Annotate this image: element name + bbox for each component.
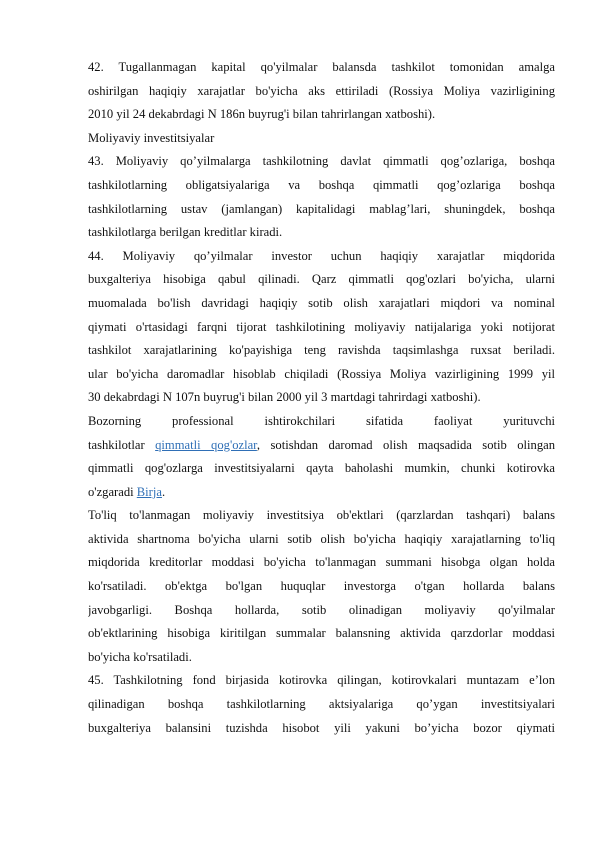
text-line: Bozorning professional ishtirokchilari sifatida faoliyat yurituvchi — [88, 413, 555, 428]
hyperlink[interactable]: Birja — [136, 484, 162, 499]
text-segment: o'zgaradi — [88, 484, 137, 499]
text-line: ob'ektlarining hisobiga kiritilgan summalar balansning aktivida qarzdorlar moddasi — [88, 626, 555, 641]
text-line: ko'rsatiladi. ob'ektga bo'lgan huquqlar investorga o'tgan hollarda balans — [88, 579, 555, 594]
text-line: 2010 yil 24 dekabrdagi N 186n buyrug'i bilan tahrirlangan xatboshi). — [88, 107, 436, 122]
text-line: bo'yicha ko'rsatiladi. — [88, 649, 192, 664]
text-line: qilinadigan boshqa tashkilotlarning aktsiyalariga qo’ygan investitsiyalari — [88, 697, 555, 712]
text-line: tashkilotlarning obligatsiyalariga va boshqa qimmatli qog’ozlariga boshqa — [88, 177, 555, 192]
text-line — [88, 434, 555, 458]
text-segment: , sotishdan daromad olish maqsadida sotib olingan — [256, 437, 555, 452]
text-line: tashkilot xarajatlarining ko'payishiga teng ravishda taqsimlashga ruxsat beriladi. — [88, 343, 555, 358]
text-line: qimmatli qog'ozlarga investitsiyalarni qayta baholashi mumkin, chunki kotirovka — [88, 461, 555, 476]
text-line: 43. Moliyaviy qo’yilmalarga tashkilotning davlat qimmatli qog’ozlariga, boshqa — [88, 154, 555, 169]
text-line: ular bo'yicha daromadlar hisoblab chiqiladi (Rossiya Moliya vazirligining 1999 yil — [88, 366, 555, 381]
text-line: javobgarligi. Boshqa hollarda, sotib olinadigan moliyaviy qo'yilmalar — [88, 602, 555, 617]
text-line: qiymati o'rtasidagi farqni tijorat tashkilotining moliyaviy natijalariga yoki notijorat — [88, 319, 555, 334]
text-segment: tashkilotlar — [88, 437, 156, 452]
text-line: 42. Tugallanmagan kapital qo'yilmalar balansda tashkilot tomonidan amalga — [88, 60, 555, 74]
text-line: oshirilgan haqiqiy xarajatlar bo'yicha aks ettiriladi (Rossiya Moliya vazirligining — [88, 83, 555, 98]
text-line: 45. Tashkilotning fond birjasida kotirovka qilingan, kotirovkalari muntazam e’lon — [88, 673, 555, 688]
hyperlink[interactable]: qimmatli qog'ozlar — [155, 437, 257, 452]
text-line: 30 dekabrdagi N 107n buyrug'i bilan 2000 yil 3 martdagi tahrirdagi xatboshi). — [88, 390, 481, 405]
text-line: Moliyaviy investitsiyalar — [88, 130, 215, 145]
text-line: muomalada bo'lish davridagi haqiqiy sotib olish xarajatlari miqdori va nominal — [88, 295, 555, 310]
text-line — [88, 481, 555, 505]
document-page — [88, 56, 555, 740]
text-segment: . — [161, 484, 166, 499]
text-line: tashkilotlarga berilgan kreditlar kiradi. — [88, 225, 283, 240]
text-line: buxgalteriya balansini tuzishda hisobot yili yakuni bo’yicha bozor qiymati — [88, 720, 555, 735]
text-line: miqdorida kreditorlar moddasi bo'yicha to'lanmagan summani hisobga olgan holda — [88, 555, 555, 570]
text-line: To'liq to'lanmagan moliyaviy investitsiya ob'ektlari (qarzlardan tashqari) balans — [88, 508, 555, 523]
text-line: tashkilotlarning ustav (jamlangan) kapitalidagi mablag’lari, shuningdek, boshqa — [88, 201, 555, 216]
text-line: 44. Moliyaviy qo’yilmalar investor uchun haqiqiy xarajatlar miqdorida — [88, 248, 555, 263]
text-line: buxgalteriya hisobiga qabul qilinadi. Qarz qimmatli qog'ozlari bo'yicha, ularni — [88, 272, 555, 287]
text-line: aktivida shartnoma bo'yicha ularni sotib olish bo'yicha haqiqiy xarajatlarning to'liq — [88, 531, 555, 546]
